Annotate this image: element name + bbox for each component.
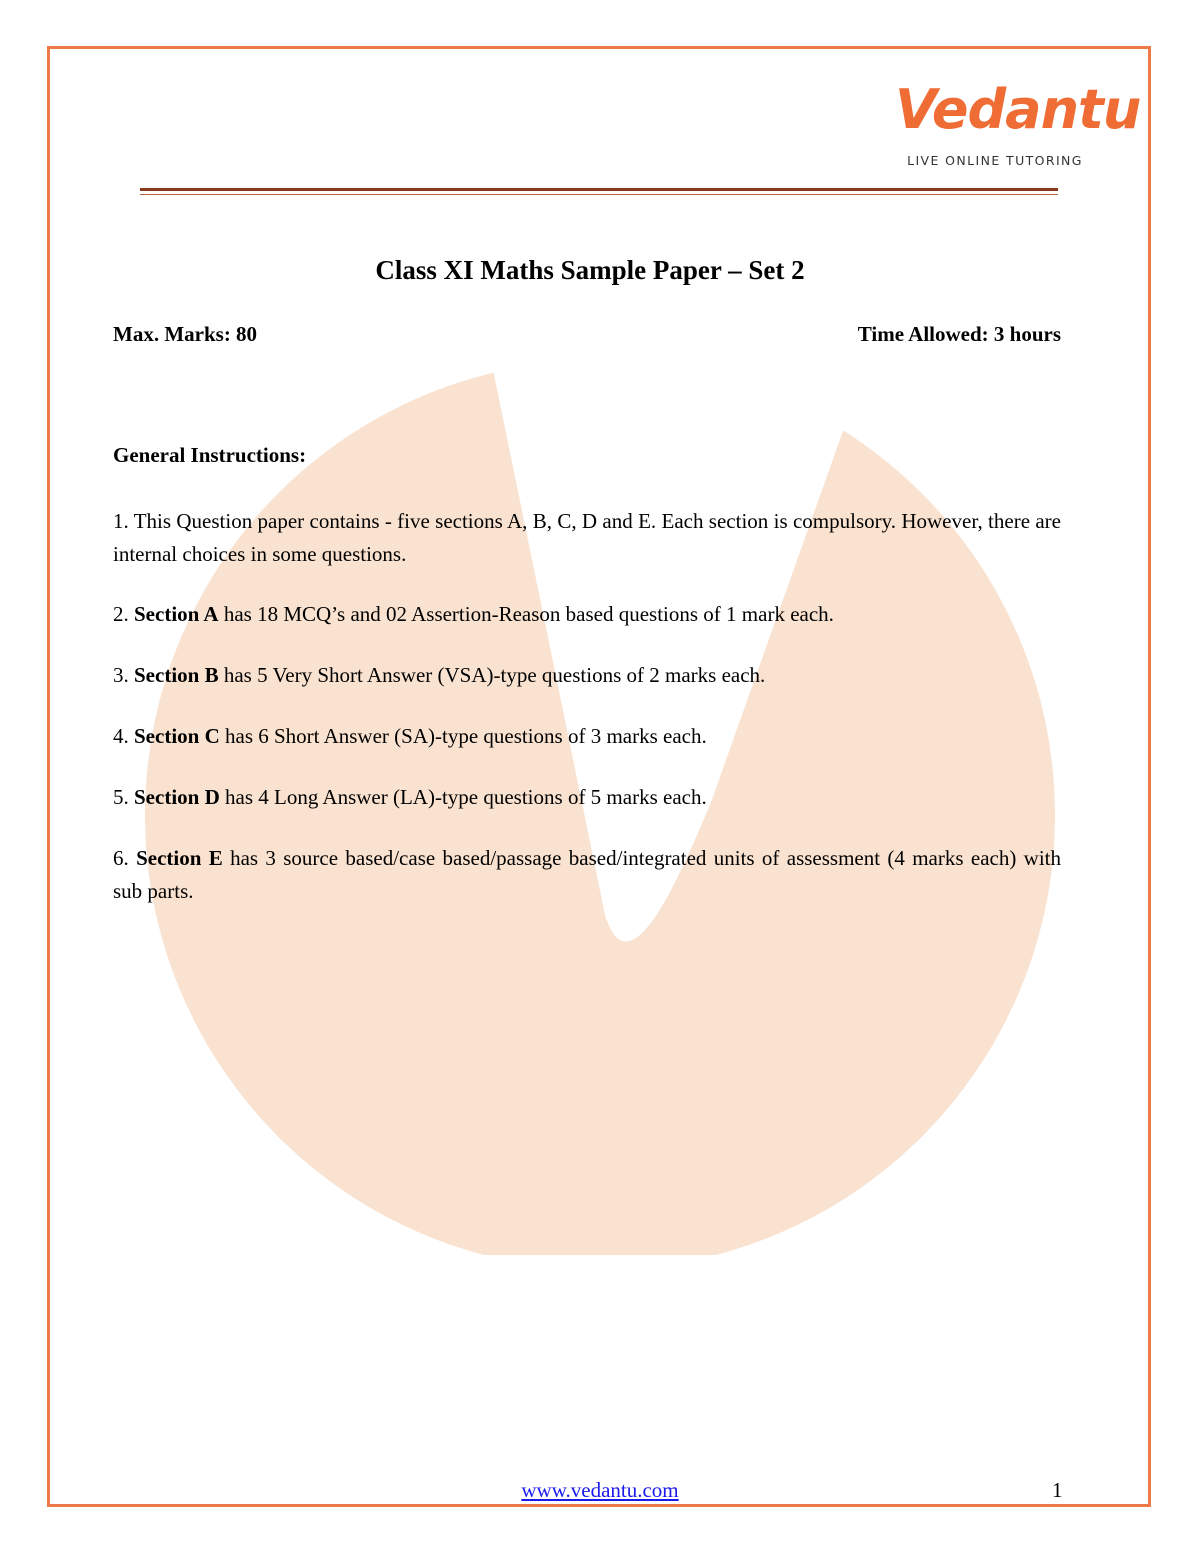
instruction-number: 5.: [113, 785, 129, 809]
instruction-item: [113, 505, 1061, 571]
page-title: Class XI Maths Sample Paper – Set 2: [375, 255, 805, 285]
instruction-section: Section D: [134, 785, 220, 809]
instructions-heading: General Instructions:: [113, 443, 307, 467]
instruction-text: has 6 Short Answer (SA)-type questions of 3 marks each.: [219, 724, 707, 748]
instruction-item: [113, 781, 1061, 814]
instruction-number: 2.: [113, 602, 129, 626]
instruction-section: Section C: [134, 724, 220, 748]
instruction-item: [113, 598, 1061, 631]
footer-website-link[interactable]: www.vedantu.com: [521, 1478, 679, 1502]
instruction-text: has 3 source based/case based/passage based/integrated units of assessment (4 marks each) with sub parts.: [113, 846, 1062, 903]
instruction-number: 3.: [113, 663, 129, 687]
header-rule-thick: [140, 188, 1058, 191]
logo-wordmark: Vedantu: [895, 78, 1141, 141]
max-marks: Max. Marks: 80: [113, 322, 258, 346]
time-allowed: Time Allowed: 3 hours: [857, 322, 1061, 346]
instruction-text: has 5 Very Short Answer (VSA)-type questions of 2 marks each.: [218, 663, 766, 687]
instruction-item: [113, 720, 1061, 753]
instruction-number: 4.: [113, 724, 129, 748]
instruction-item: [113, 842, 1061, 908]
instruction-text: has 18 MCQ’s and 02 Assertion-Reason based questions of 1 mark each.: [218, 602, 834, 626]
instruction-text: This Question paper contains - five sections A, B, C, D and E. Each section is compulsory. However, there are internal choices in some questions.: [113, 509, 1061, 566]
instruction-section: Section B: [134, 663, 219, 687]
instruction-section: Section E: [136, 846, 223, 870]
instruction-section: Section A: [134, 602, 219, 626]
instruction-number: 6.: [113, 846, 129, 870]
vedantu-logo: [895, 78, 1141, 173]
header-rule-thin: [140, 194, 1058, 195]
instruction-number: 1.: [113, 509, 129, 533]
logo-tagline: LIVE ONLINE TUTORING: [907, 153, 1083, 168]
page-number: 1: [1052, 1478, 1063, 1502]
instruction-item: [113, 659, 1061, 692]
instruction-text: has 4 Long Answer (LA)-type questions of 5 marks each.: [219, 785, 707, 809]
